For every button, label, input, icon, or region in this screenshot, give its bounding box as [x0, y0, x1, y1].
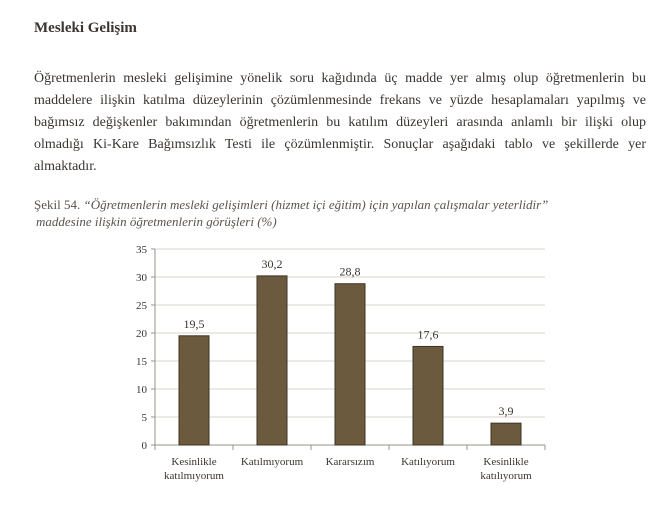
y-tick-label: 10: [136, 384, 147, 396]
data-label: 30,2: [261, 256, 283, 271]
x-category-label: [164, 456, 224, 482]
y-tick-label: 30: [136, 272, 147, 284]
bar: [413, 346, 443, 445]
y-tick-label: 20: [136, 328, 147, 340]
figure-label: Şekil 54.: [34, 197, 81, 212]
bar: [257, 276, 287, 445]
y-tick-label: 0: [141, 440, 147, 452]
x-category-label: [241, 456, 304, 468]
x-category-label-line: katılıyorum: [480, 470, 532, 482]
bar: [491, 423, 521, 445]
y-tick-label: 25: [136, 300, 147, 312]
x-category-label-line: katılmıyorum: [164, 470, 224, 482]
x-category-label-line: Katılmıyorum: [240, 456, 304, 468]
y-tick-label: 5: [141, 412, 147, 424]
data-label: 17,6: [417, 327, 439, 342]
x-category-label-line: Katılıyorum: [401, 456, 455, 468]
section-paragraph: Öğretmenlerin mesleki gelişimine yönelik soru kağıdında üç madde yer almış olup öğretmenlerin bu maddelere ilişkin katılma düzeylerinin çözümlenmesinde frekans ve yüzde hesaplamaları yapılmış ve bağımsız değişkenler bakımından öğretmenlerin bu katılım düzeyleri arasında anlamlı bir ilişki olup olmadığı Ki-Kare Bağımsızlık Testi ile çözümlenmiştir. Sonuçlar aşağıdaki tablo ve şekillerde yer almaktadır.: [34, 71, 646, 174]
x-category-label-line: Kararsızım: [325, 456, 375, 468]
data-label: 19,5: [183, 316, 205, 331]
data-label: 28,8: [339, 264, 361, 279]
x-category-label: [401, 456, 455, 468]
bar: [179, 336, 209, 445]
x-category-label-line: Kesinlikle: [171, 456, 217, 468]
section-heading: Mesleki Gelişim: [34, 20, 137, 36]
x-category-label: [326, 456, 375, 468]
x-category-label: [480, 456, 532, 482]
y-tick-label: 35: [136, 244, 147, 256]
y-tick-label: 15: [136, 356, 147, 368]
x-category-label-line: Kesinlikle: [483, 456, 529, 468]
data-label: 3,9: [498, 404, 514, 419]
figure-caption-line2: maddesine ilişkin öğretmenlerin görüşleri (%): [36, 214, 277, 229]
figure-caption-line1: “Öğretmenlerin mesleki gelişimleri (hizmet içi eğitim) için yapılan çalışmalar yeterlidir”: [83, 197, 549, 212]
bar: [335, 284, 365, 445]
